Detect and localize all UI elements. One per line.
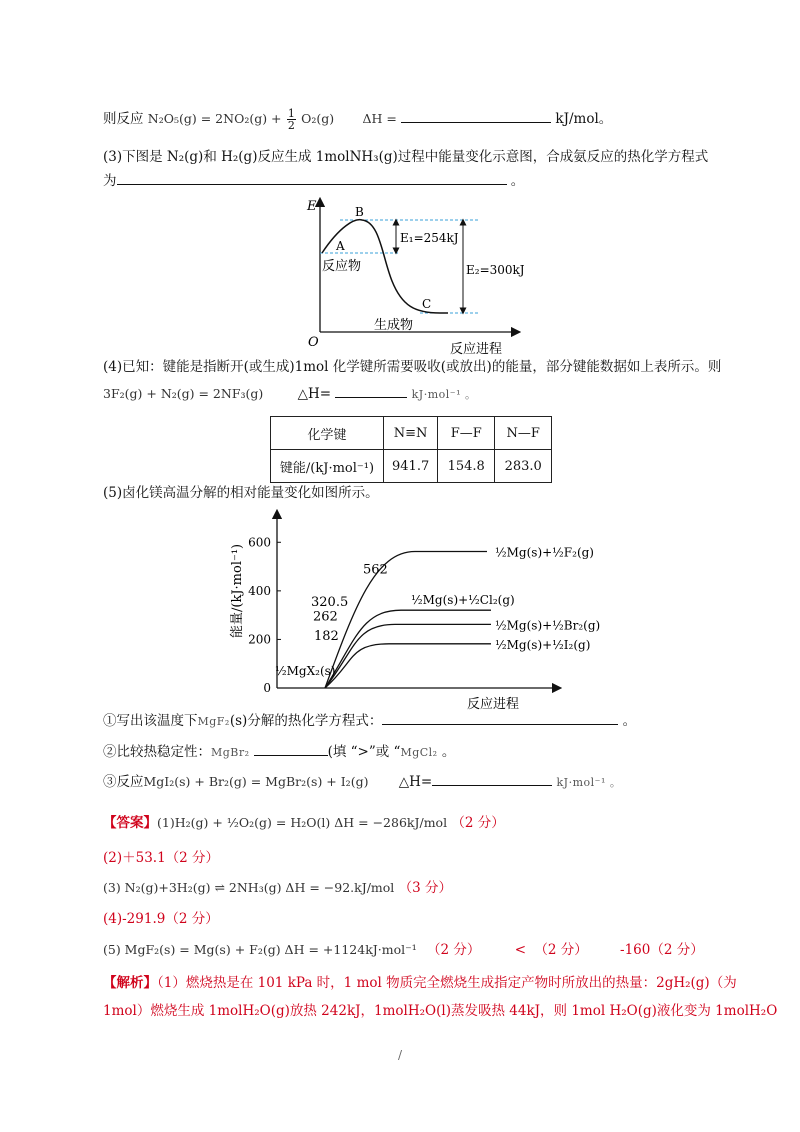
q4-text: (4)已知：键能是指断开(或生成)1mol 化学键所需要吸收(或放出)的能量，部分键能数据如上表所示。则 bbox=[103, 359, 722, 375]
q2-dh: ΔH = bbox=[362, 111, 397, 126]
table-header-cell: 化学键 bbox=[271, 417, 384, 450]
e2-label: E₂=300kJ bbox=[466, 263, 525, 277]
q5-text: (5)卤化镁高温分解的相对能量变化如图所示。 bbox=[103, 485, 379, 501]
series-value-label: 320.5 bbox=[311, 595, 349, 611]
q2-fraction: $\frac{1}{2}$ bbox=[287, 107, 295, 132]
q5-sub1-blank[interactable] bbox=[382, 712, 618, 725]
chart-y-label: 能量/(kJ·mol⁻¹) bbox=[230, 543, 245, 638]
energy-y-label: E bbox=[307, 199, 317, 214]
q4-unit: kJ·mol⁻¹ 。 bbox=[411, 388, 477, 401]
series-name-label: ½Mg(s)+½F₂(g) bbox=[495, 545, 594, 560]
series-name-label: ½Mg(s)+½Br₂(g) bbox=[495, 618, 601, 633]
point-c: C bbox=[422, 297, 432, 311]
analysis-line-2: 1mol）燃烧生成 1molH₂O(g)放热 242kJ，1molH₂O(l)蒸发吸热 44kJ，则 1mol H₂O(g)液化变为 1molH₂O bbox=[103, 1003, 778, 1019]
y-tick-label: 600 bbox=[248, 535, 271, 550]
chart-start-label: ½MgX₂(s) bbox=[275, 664, 336, 678]
q4-equation-line bbox=[103, 385, 477, 404]
energy-origin-label: O bbox=[308, 335, 319, 350]
q2-answer-blank[interactable] bbox=[401, 110, 551, 123]
series-value-label: 262 bbox=[313, 609, 338, 625]
series-name-label: ½Mg(s)+½Cl₂(g) bbox=[411, 593, 515, 608]
q3-answer-blank[interactable] bbox=[117, 172, 507, 185]
table-cell: 941.7 bbox=[384, 450, 438, 483]
analysis-line-1: 【解析】（1）燃烧热是在 101 kPa 时，1 mol 物质完全燃烧生成指定产物时所放出的热量：2gH₂(g)（为 bbox=[103, 975, 737, 991]
point-b: B bbox=[355, 205, 364, 219]
series-line bbox=[325, 624, 491, 688]
point-a: A bbox=[336, 239, 345, 253]
reactant-label: 反应物 bbox=[322, 259, 362, 274]
q2-prefix: 则反应 bbox=[103, 111, 144, 127]
q5-sub2-blank[interactable] bbox=[254, 743, 328, 756]
q3-line2: 为 。 bbox=[103, 173, 525, 189]
q4-equation: 3F₂(g) + N₂(g) = 2NF₃(g) bbox=[103, 386, 264, 401]
answer-line-5: (5) MgF₂(s) = Mg(s) + F₂(g) ΔH = +1124kJ·mol⁻¹ （2 分） < （2 分） -160（2 分） bbox=[103, 942, 704, 958]
q2-unit: kJ/mol。 bbox=[555, 111, 613, 127]
table-row bbox=[271, 450, 552, 483]
table-row-label: 键能/(kJ·mol⁻¹) bbox=[271, 450, 384, 483]
energy-diagram bbox=[300, 196, 530, 356]
answer-line-1: 【答案】(1)H₂(g) + ½O₂(g) = H₂O(l) ΔH = −286kJ/mol （2 分） bbox=[103, 815, 505, 831]
table-cell: 283.0 bbox=[495, 450, 552, 483]
q3-text: (3)下图是 N₂(g)和 H₂(g)反应生成 1molNH₃(g)过程中能量变化示意图，合成氨反应的热化学方程式 bbox=[103, 149, 709, 165]
e1-label: E₁=254kJ bbox=[400, 231, 459, 245]
series-value-label: 182 bbox=[314, 628, 339, 644]
answer-line-3: (3) N₂(g)+3H₂(g) ⇌ 2NH₃(g) ΔH = −92.kJ/mol （3 分） bbox=[103, 880, 452, 896]
q5-sub3: ③反应MgI₂(s) + Br₂(g) = MgBr₂(s) + I₂(g) △H= kJ·mol⁻¹ 。 bbox=[103, 774, 622, 790]
y-tick-label: 200 bbox=[248, 632, 271, 647]
q5-sub1: ①写出该温度下MgF₂(s)分解的热化学方程式： 。 bbox=[103, 713, 637, 729]
product-label: 生成物 bbox=[374, 318, 414, 333]
q4-answer-blank[interactable] bbox=[335, 385, 407, 398]
table-header-cell: N—F bbox=[495, 417, 552, 450]
energy-x-label: 反应进程 bbox=[450, 342, 503, 357]
table-header-cell: F—F bbox=[438, 417, 495, 450]
q5-sub2: ②比较热稳定性：MgBr₂ (填 “>”或 “MgCl₂ 。 bbox=[103, 744, 456, 760]
series-value-label: 562 bbox=[363, 562, 388, 578]
table-header-cell: N≡N bbox=[384, 417, 438, 450]
q5-sub3-blank[interactable] bbox=[432, 773, 552, 786]
answer-line-4: (4)-291.9（2 分） bbox=[103, 911, 219, 927]
series-name-label: ½Mg(s)+½I₂(g) bbox=[495, 637, 591, 652]
q4-dh: △H= bbox=[297, 386, 332, 402]
table-cell: 154.8 bbox=[438, 450, 495, 483]
chart-x-label: 反应进程 bbox=[467, 697, 520, 712]
table-row bbox=[271, 417, 552, 450]
answer-line-2: (2)＋53.1（2 分） bbox=[103, 850, 220, 866]
magnesium-halide-chart bbox=[225, 508, 605, 718]
y-tick-label: 0 bbox=[263, 681, 271, 695]
page-number: / bbox=[398, 1048, 403, 1062]
q2-o2: O₂(g) bbox=[301, 111, 335, 126]
y-tick-label: 400 bbox=[248, 583, 271, 598]
q2-result-line bbox=[103, 108, 612, 131]
bond-energy-table bbox=[270, 416, 552, 483]
series-line bbox=[325, 552, 487, 688]
q2-equation-left: N₂O₅(g) = 2NO₂(g) + bbox=[147, 111, 282, 126]
